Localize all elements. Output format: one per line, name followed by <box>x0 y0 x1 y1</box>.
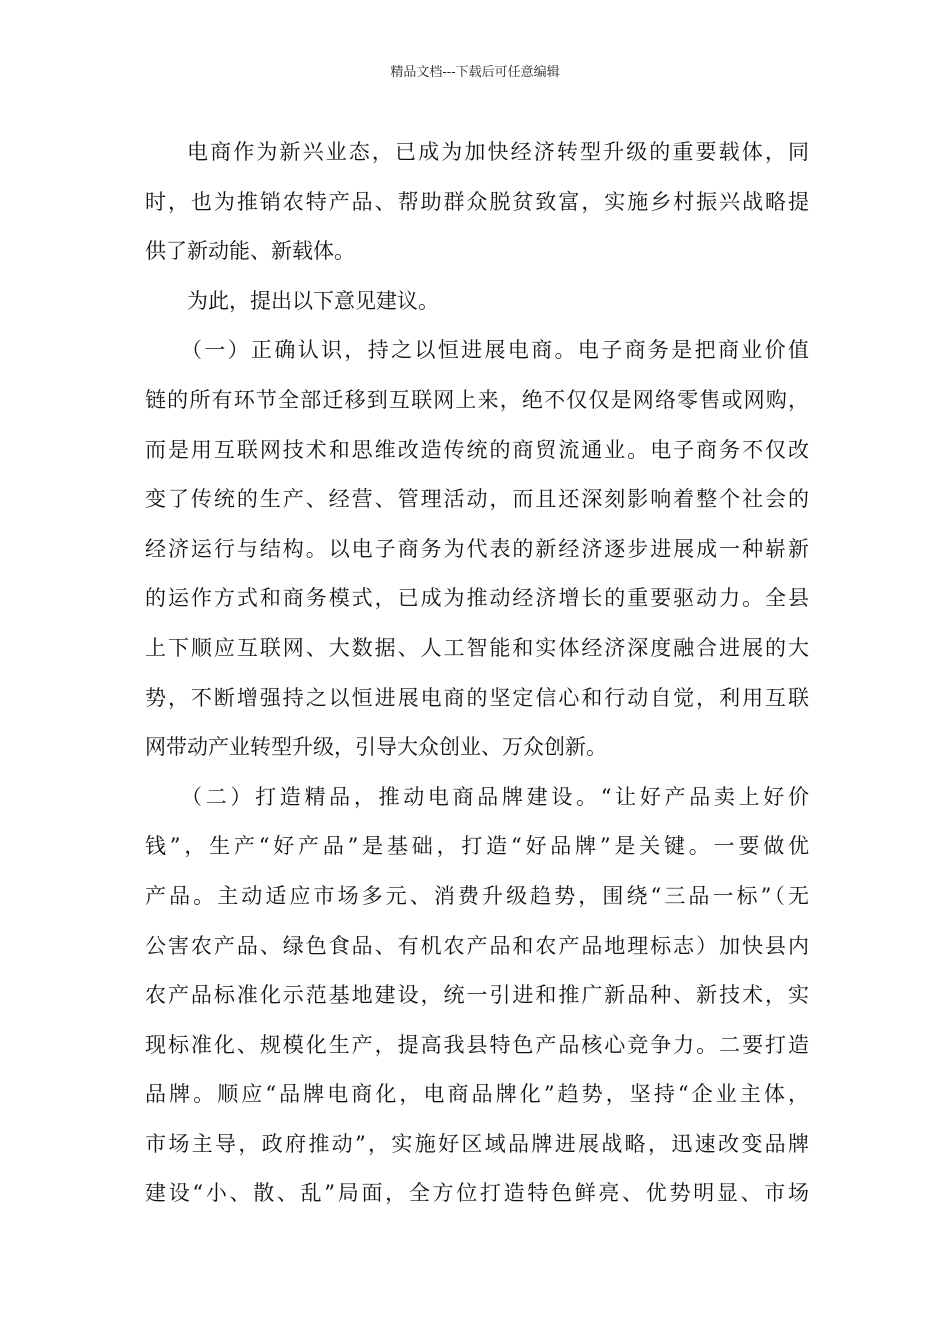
text-line: 势，不断增强持之以恒进展电商的坚定信心和行动自觉，利用互联 <box>145 685 809 710</box>
text-line: 钱”，生产“好产品”是基础，打造“好品牌”是关键。一要做优 <box>145 834 809 859</box>
text-line: 品牌。顺应“品牌电商化，电商品牌化”趋势，坚持“企业主体， <box>145 1082 809 1107</box>
text-line: 产品。主动适应市场多元、消费升级趋势，围绕“三品一标”（无 <box>145 883 809 908</box>
text-line: 链的所有环节全部迁移到互联网上来，绝不仅仅是网络零售或网购， <box>145 387 809 412</box>
text-line: 而是用互联网技术和思维改造传统的商贸流通业。电子商务不仅改 <box>145 437 809 462</box>
text-line: 网带动产业转型升级，引导大众创业、万众创新。 <box>145 735 607 760</box>
text-line: 公害农产品、绿色食品、有机农产品和农产品地理标志）加快县内 <box>145 933 809 958</box>
text-line: （二）打造精品，推动电商品牌建设。“让好产品卖上好价 <box>181 784 809 809</box>
document-body <box>145 128 809 1219</box>
text-line: 农产品标准化示范基地建设，统一引进和推广新品种、新技术，实 <box>145 983 809 1008</box>
text-line: 建设“小、散、乱”局面，全方位打造特色鲜亮、优势明显、市场 <box>145 1181 809 1206</box>
text-line: 变了传统的生产、经营、管理活动，而且还深刻影响着整个社会的 <box>145 487 809 512</box>
document-header: 精品文档---下载后可任意编辑 <box>390 65 560 80</box>
text-line: 供了新动能、新载体。 <box>145 239 355 264</box>
paragraph-section-2 <box>145 773 809 1219</box>
text-line: 市场主导，政府推动”，实施好区域品牌进展战略，迅速改变品牌 <box>145 1131 809 1156</box>
text-line: 经济运行与结构。以电子商务为代表的新经济逐步进展成一种崭新 <box>145 536 809 561</box>
text-line: 时，也为推销农特产品、帮助群众脱贫致富，实施乡村振兴战略提 <box>145 189 809 214</box>
paragraph-proposal <box>145 277 809 327</box>
paragraph-section-1 <box>145 326 809 772</box>
text-line: 的运作方式和商务模式，已成为推动经济增长的重要驱动力。全县 <box>145 586 809 611</box>
text-line: 现标准化、规模化生产，提高我县特色产品核心竞争力。二要打造 <box>145 1032 809 1057</box>
text-line: 为此，提出以下意见建议。 <box>187 288 439 313</box>
text-line: 电商作为新兴业态，已成为加快经济转型升级的重要载体，同 <box>187 140 809 164</box>
paragraph-intro <box>145 128 809 277</box>
text-line: 上下顺应互联网、大数据、人工智能和实体经济深度融合进展的大 <box>145 635 809 660</box>
text-line: （一）正确认识，持之以恒进展电商。电子商务是把商业价值 <box>181 338 809 363</box>
